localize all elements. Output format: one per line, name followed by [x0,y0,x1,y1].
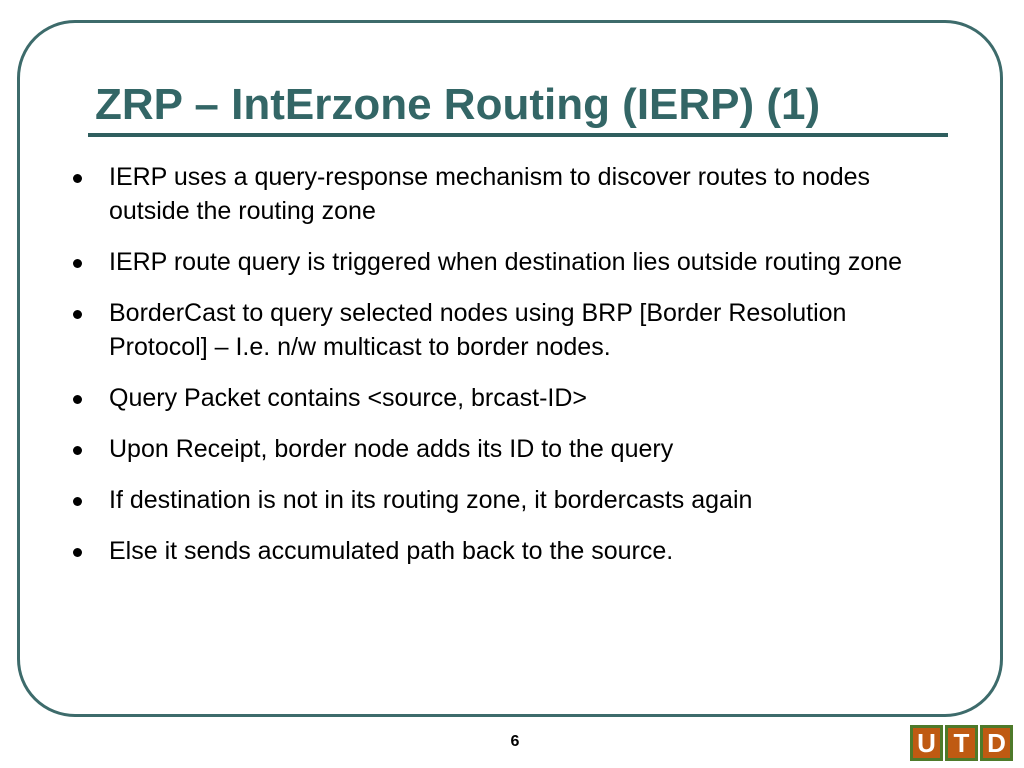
bullet-item [72,381,932,415]
bullet-item [72,245,932,279]
bullet-list [72,160,932,585]
bullet-text: If destination is not in its routing zone, it bordercasts again [109,486,753,514]
logo-letter-t: T [945,725,978,761]
title-underline [88,133,948,137]
bullet-text: Upon Receipt, border node adds its ID to the query [109,435,674,463]
bullet-item [72,296,932,364]
bullet-item [72,534,932,568]
bullet-dot-icon [73,497,82,506]
bullet-item [72,160,932,228]
bullet-text: IERP route query is triggered when destination lies outside routing zone [109,248,903,276]
slide-title: ZRP – IntErzone Routing (IERP) (1) [95,80,821,129]
logo-letter-u: U [910,725,943,761]
bullet-dot-icon [73,395,82,404]
bullet-text: BorderCast to query selected nodes using BRP [Border Resolution Protocol] – I.e. n/w multicast to border nodes. [109,299,847,361]
logo-letter-d: D [980,725,1013,761]
bullet-item [72,432,932,466]
bullet-dot-icon [73,259,82,268]
bullet-dot-icon [73,310,82,319]
bullet-text: Query Packet contains <source, brcast-ID> [109,384,587,412]
bullet-item [72,483,932,517]
bullet-dot-icon [73,174,82,183]
bullet-text: Else it sends accumulated path back to the source. [109,537,674,565]
bullet-text: IERP uses a query-response mechanism to discover routes to nodes outside the routing zone [109,163,871,225]
bullet-dot-icon [73,446,82,455]
bullet-dot-icon [73,548,82,557]
page-number: 6 [510,733,520,750]
utd-logo [910,725,1013,761]
